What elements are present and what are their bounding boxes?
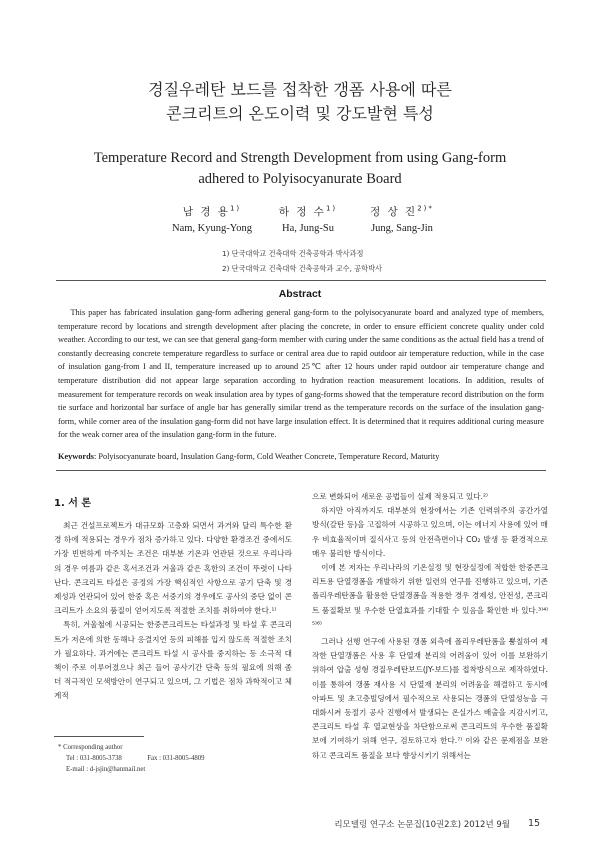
tel: Tel : 031-8005-3738	[66, 755, 122, 762]
author-list	[0, 204, 600, 240]
body-paragraph: 이에 본 저자는 우리나라의 기온실정 및 현장실정에 적합한 한중콘크리트용 단열갱폼을 개발하기 위한 일련의 연구를 진행하고 있으며, 기존 폴리우레탄폼을 활용한 단열갱폼을 적용한 경우 경제성, 안전성, 콘크리트 품질확보 및 우수한 단열효과를 기대할 수 있음을 확인한 바 있다.³⁾⁴⁾⁵⁾⁶⁾	[312, 563, 548, 629]
email: E-mail : d-jsjin@hanmail.net	[66, 766, 146, 773]
korean-title-line-2: 콘크리트의 온도이력 및 강도발현 특성	[166, 104, 434, 123]
body-paragraph: 특히, 겨울철에 시공되는 한중콘크리트는 타설과정 및 타설 후 콘크리트가 저온에 의한 동해나 응결지연 등의 피해를 입지 않도록 적절한 조치가 필요하다. 과거에는 콘크리트 타설 시 공사를 중지하는 등 소극적 대책이 주로 이루어졌으나 최근 들어 공사기간 단축 등의 필요에 의해 좀 더 적극적인 모색방안이 연구되고 있으며, 그 기법은 점차 과학적이고 체계적	[54, 620, 292, 701]
author-3	[342, 204, 462, 234]
abstract-body: This paper has fabricated insulation gang-form adhering general gang-form to the polyisocyanurate board and analyzed type of members, temperature record by locations and strength development after placing the concrete, in order to ensure efficient concrete quality under cold weather. According to our test, we can see that general gang-form member with curing under the same conditions as the actual field has a trend of constantly decreasing concrete temperature regardless to surface or central area due to rapid outdoor air temperature reduction, while in the case of insulation gang-from I and II, temperature increased up to around 25℃ after 12 hours under rapid outdoor air temperature change and temperature distribution did not appear large separation according to hydration reaction measurement locations. In addition, results of measurement for temperature records on weak insulation area by types of gang-forms showed that the temperature record distribution on the form tie surface and horizontal bar surface of angle bar has generally similar trend as the temperature records on the surface of the insulation gang-form, while corner area of the insulation gang-form did not have large insulation effect. It is determined that it requires additional curing measure for the weak corner area of the insulation gang-form in the future.	[58, 308, 544, 440]
korean-title-line-1: 경질우레탄 보드를 접착한 갱폼 사용에 따른	[148, 80, 452, 99]
right-column	[312, 490, 548, 763]
korean-title	[0, 78, 600, 126]
section-heading: 1. 서 론	[54, 498, 92, 509]
left-column	[54, 519, 292, 704]
abstract-heading: Abstract	[278, 288, 322, 300]
author-name-en: Nam, Kyung-Yong	[171, 223, 253, 234]
english-title-line-2: adhered to Polyisocyanurate Board	[198, 171, 402, 187]
page-number: 15	[528, 818, 541, 829]
footnote-rule	[54, 736, 144, 737]
affiliation-2: 2) 단국대학교 건축대학 건축공학과 교수, 공학박사	[222, 264, 382, 273]
corresponding-author: * Corresponding author	[58, 744, 123, 751]
contact-phone-line	[58, 753, 294, 764]
fax: Fax : 031-8005-4809	[147, 755, 205, 762]
body-paragraph: 으로 변화되어 새로운 공법들이 실제 적용되고 있다.²⁾	[312, 492, 488, 501]
affiliations	[222, 246, 382, 276]
author-name-kr: 남 경 용$^{1)}$	[182, 204, 242, 218]
keywords-bottom-rule	[56, 470, 546, 471]
author-name-kr: 하 정 수$^{1)}$	[278, 204, 338, 218]
abstract-top-rule	[56, 280, 546, 281]
keywords-line	[58, 452, 544, 461]
keywords-list: : Polyisocyanurate board, Insulation Gang-form, Cold Weather Concrete, Temperature Record, Maturity	[93, 452, 440, 461]
body-paragraph: 그러나 선행 연구에 사용된 갱폼 외측에 폴리우레탄폼을 뿜칠하여 제작한 단열갱폼은 사용 후 단열재 분리의 어려움이 있어 이를 보완하기 위하여 압출 성형 경질우레탄보드(JY-보드)를 접착방식으로 제작하였다. 이를 통하여 갱폼 재사용 시 단열재 분리의 어려움을 해결하고 동시에 아파트 및 초고층빌딩에서 필수적으로 사용되는 갱폼의 단열성능을 극대화시켜 동절기 공사 진행에서 발생되는 온실가스 배출을 지감시키고, 콘크리트 타설 후 열교현상을 차단함으로써 콘크리트의 우수한 품질확보에 기여하기 위해 연구, 검토하고자 한다.⁷⁾ 이와 같은 문제점을 보완하고 콘크리트 품질을 보다 향상시키기 위해서는	[312, 637, 548, 760]
author-name-en: Jung, Sang-Jin	[371, 223, 433, 234]
keywords-label: Keywords	[58, 452, 94, 461]
journal-footer: 리모델링 연구소 논문집(10권2호) 2012년 9월	[334, 820, 510, 830]
author-name-en: Ha, Jung-Su	[282, 223, 334, 234]
english-title-line-1: Temperature Record and Strength Development from using Gang-form	[93, 150, 507, 166]
body-paragraph: 최근 건설프로젝트가 대규모화 고층화 되면서 과거와 달리 특수한 환경 하에 적용되는 경우가 점차 증가하고 있다. 다양한 환경조건 중에서도 가장 빈번하게 마주치는 조건은 대부분 기온과 연관된 것으로 우리나라의 경우 여름과 같은 혹서조건과 겨울과 같은 혹한의 조건이 뚜렷이 나타난다. 콘크리트 타설은 공정의 가장 핵심적인 사항으로 공기 단축 및 경제성과 연관되어 있어 한중 혹은 서중기의 경우에도 공사의 중단 없이 콘크리트가 소요의 품질이 얻어지도록 적절한 조치를 취하여야 한다.¹⁾	[54, 521, 292, 616]
affiliation-1: 1) 단국대학교 건축대학 건축공학과 박사과정	[222, 249, 364, 258]
author-name-kr: 정 상 진$^{2)*}$	[370, 204, 434, 218]
body-paragraph: 하지만 아직까지도 대부분의 현장에서는 기존 인력위주의 공간가열 방식(갈탄 등)을 고집하여 시공하고 있으며, 이는 에너지 사용에 있어 매우 비효율적이며 질식사고 등의 안전측면이나 CO₂ 발생 등 환경적으로 매우 불리한 방식이다.	[312, 506, 548, 558]
english-title	[0, 148, 600, 190]
footnote	[58, 742, 294, 775]
